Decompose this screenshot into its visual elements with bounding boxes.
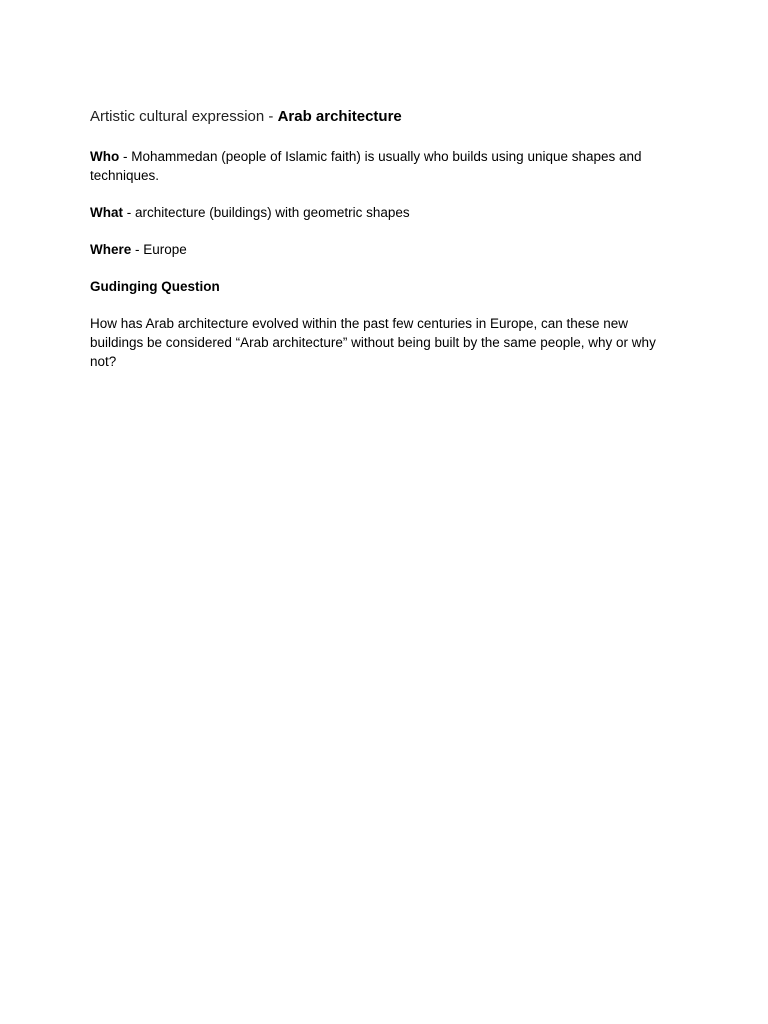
- guiding-question-text: How has Arab architecture evolved within the past few centuries in Europe, can these new buildings be considered “Arab architecture” without being built by the same people, why or why not?: [90, 316, 656, 369]
- what-label: What: [90, 205, 123, 220]
- what-paragraph: [90, 203, 680, 222]
- what-text: - architecture (buildings) with geometric shapes: [123, 205, 410, 220]
- who-label: Who: [90, 149, 120, 164]
- title-emphasis: Arab architecture: [277, 108, 402, 125]
- who-text: - Mohammedan (people of Islamic faith) is usually who builds using unique shapes and techniques.: [90, 149, 642, 183]
- who-paragraph: [90, 147, 680, 185]
- document-title: [90, 106, 680, 128]
- where-paragraph: [90, 240, 680, 259]
- where-text: - Europe: [131, 242, 187, 257]
- where-label: Where: [90, 242, 132, 257]
- guiding-question-heading: Gudinging Question: [90, 279, 220, 294]
- title-prefix: Artistic cultural expression -: [90, 108, 278, 125]
- document-page: [90, 106, 680, 389]
